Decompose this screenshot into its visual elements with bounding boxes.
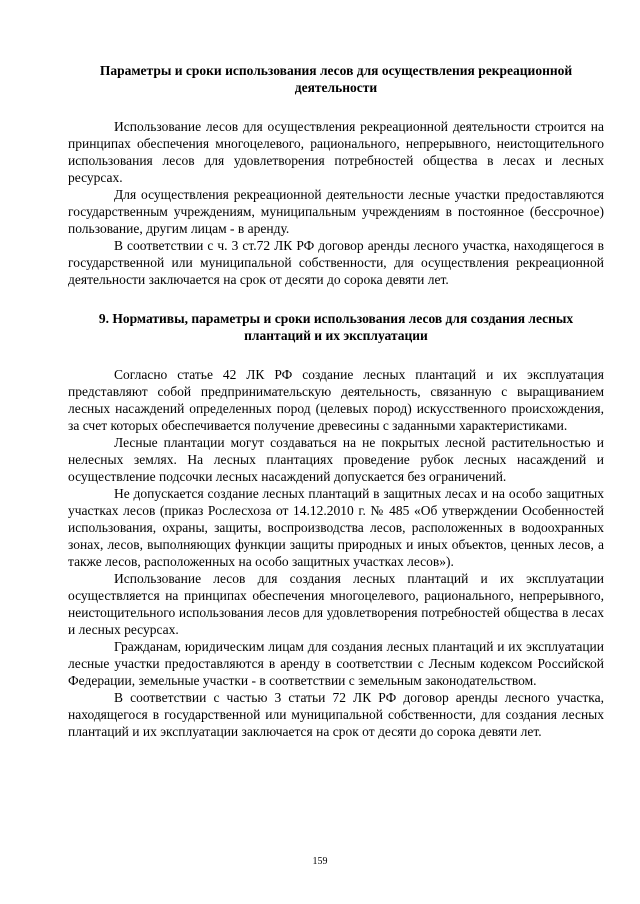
paragraph: Не допускается создание лесных плантаций в защитных лесах и на особо защитных участках лесов (приказ Рослесхоза от 14.12.2010 г. № 485 «Об утверждении Особенностей использования, охраны, защиты, воспроизводства лесов, расположенных в водоохранных зонах, лесов, выполняющих функции защиты природных и иных объектов, ценных лесов, а также лесов, расположенных на особо защитных участках лесов»). [68, 486, 604, 569]
paragraph: Использование лесов для создания лесных плантаций и их эксплуатации осуществляется на принципах обеспечения многоцелевого, рационального, непрерывного, неистощительного использования лесов для удовлетворения потребностей общества в лесах и лесных ресурсах. [68, 571, 604, 637]
paragraph: Лесные плантации могут создаваться на не покрытых лесной растительностью и нелесных землях. На лесных плантациях проведение рубок лесных насаждений и осуществление подсочки лесных насаждений допускается без ограничений. [68, 435, 604, 484]
paragraph: Использование лесов для осуществления рекреационной деятельности строится на принципах обеспечения многоцелевого, рационального, непрерывного, неистощительного использования лесов для удовлетворения потребностей общества в лесах и лесных ресурсах. [68, 119, 604, 185]
paragraph: В соответствии с частью 3 статьи 72 ЛК РФ договор аренды лесного участка, находящегося в государственной или муниципальной собственности, для создания лесных плантаций и их эксплуатации заключается на срок от десяти до сорока девяти лет. [68, 690, 604, 739]
paragraph: Согласно статье 42 ЛК РФ создание лесных плантаций и их эксплуатация представляют собой предпринимательскую деятельность, связанную с выращиванием лесных насаждений определенных пород (целевых пород) искусственного происхождения, за счет которых обеспечивается получение древесины с заданными характеристиками. [68, 367, 604, 433]
paragraph: Для осуществления рекреационной деятельности лесные участки предоставляются государственным учреждениям, муниципальным учреждениям в постоянное (бессрочное) пользование, другим лицам - в аренду. [68, 187, 604, 236]
section-heading-recreation: Параметры и сроки использования лесов для осуществления рекреационной деятельности [99, 63, 573, 95]
section-heading-plantations: 9. Нормативы, параметры и сроки использования лесов для создания лесных плантаций и их эксплуатации [98, 311, 574, 343]
section-body-plantations [68, 366, 604, 740]
paragraph: Гражданам, юридическим лицам для создания лесных плантаций и их эксплуатации лесные участки предоставляются в аренду в соответствии с Лесным кодексом Российской Федерации, земельные участки - в соответствии с земельным законодательством. [68, 639, 604, 688]
page-number: 159 [312, 856, 328, 867]
paragraph: В соответствии с ч. 3 ст.72 ЛК РФ договор аренды лесного участка, находящегося в государственной или муниципальной собственности, для осуществления рекреационной деятельности заключается на срок от десяти до сорока девяти лет. [68, 238, 604, 287]
section-body-recreation [68, 118, 604, 288]
